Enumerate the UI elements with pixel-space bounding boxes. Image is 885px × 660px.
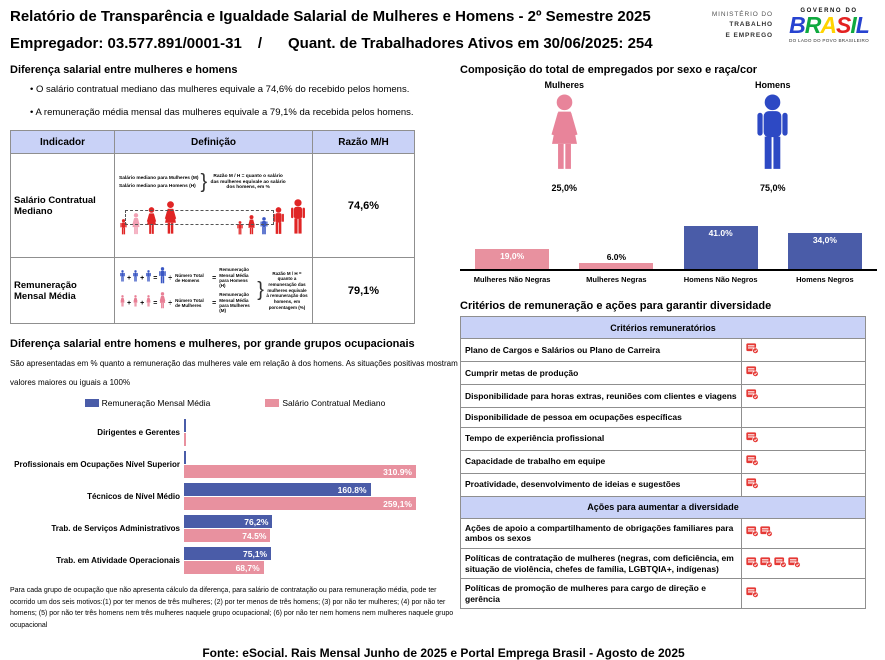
bar-value-label: 34,0% [812, 235, 837, 245]
person-icon [119, 269, 126, 287]
occupational-group-label: Trab. de Serviços Administrativos [51, 524, 180, 534]
table-row-median-salary [11, 154, 415, 258]
brasil-letter: R [804, 12, 821, 38]
criteria-label: Cumprir metas de produção [461, 362, 742, 385]
race-category-label: Homens Negros [796, 275, 854, 284]
person-icon [145, 294, 152, 312]
occupational-group-row [10, 546, 460, 575]
ratio-value-median: 74,6% [313, 154, 415, 258]
race-bar [475, 249, 549, 269]
criteria-row [461, 548, 866, 578]
race-bar [788, 233, 862, 269]
bar-value-label: 160.8% [337, 484, 367, 495]
brasil-letter: L [855, 12, 869, 38]
adopted-check-icon [774, 555, 787, 572]
occupational-group-row [10, 450, 460, 479]
bar-value-label: 6.0% [606, 252, 627, 262]
criteria-adoption-cell [742, 385, 866, 408]
col-header-indicador: Indicador [11, 131, 115, 154]
ratio-value-mean: 79,1% [313, 258, 415, 324]
brace-glyph: } [200, 171, 208, 193]
bullet-median-salary: • O salário contratual mediano das mulheres equivale a 74,6% do recebido pelos homens. [30, 84, 460, 95]
criteria-label: Capacidade de trabalho em equipe [461, 450, 742, 473]
indicator-name: Remuneração Mensal Média [11, 258, 115, 324]
adopted-check-icon [746, 341, 759, 358]
criteria-row [461, 473, 866, 496]
ratio-bar [184, 451, 186, 464]
race-bar-group [669, 207, 773, 284]
men-label: Homens [754, 80, 791, 90]
legend-label: Salário Contratual Mediano [282, 398, 386, 409]
criteria-adoption-cell [742, 427, 866, 450]
adopted-check-icon [746, 555, 759, 572]
chart-footnote: Para cada grupo de ocupação que não apresenta cálculo da diferença, para salário de contratação ou para remuneração média, pode ter ocorrido um dos seis motivos:(1) por ter menos de três mulheres; (2) por ter menos de três homens; (3) por não ter mulheres; (4) por não ter homens; (5) por não ter três homens nem três mulheres naquele grupo ocupacional; (6) por não ter nem homens nem mulheres naquele grupo ocupacional [10, 587, 454, 630]
criteria-label: Tempo de experiência profissional [461, 427, 742, 450]
actions-section-header: Ações para aumentar a diversidade [461, 496, 866, 518]
occupational-group-label: Técnicos de Nível Médio [87, 492, 180, 502]
criteria-label: Políticas de promoção de mulheres para cargo de direção e gerência [461, 579, 742, 609]
page-subtitle [10, 35, 653, 52]
occupational-group-label: Trab. em Atividade Operacionais [56, 556, 180, 566]
adopted-check-icon [760, 555, 773, 572]
diagram1-note: Razão M / H = quanto o salário das mulheres equivale ao salário dos homens, em % [210, 173, 286, 191]
criteria-label: Ações de apoio a compartilhamento de obrigações familiares para ambos os sexos [461, 518, 742, 548]
occupational-group-label: Dirigentes e Gerentes [97, 428, 180, 438]
criteria-table-body [461, 317, 866, 609]
occupational-groups-description: São apresentadas em % quanto a remuneração das mulheres vale em relação à dos homens. As situações positivas mostram valores maiores ou iguais a 100% [10, 359, 458, 388]
ministry-logo [712, 10, 773, 41]
men-pictogram-block [713, 80, 833, 193]
criteria-row [461, 450, 866, 473]
ministry-line: TRABALHO [729, 21, 773, 29]
diagram2-note: Razão M / H = quanto a remuneração das mulheres equivale à remuneração dos homens, em porcentagem (%) [266, 270, 308, 310]
col-header-definicao: Definição [115, 131, 313, 154]
race-bar [684, 226, 758, 269]
section-title-occupational-groups: Diferença salarial entre homens e mulheres, por grande grupos ocupacionais [10, 338, 415, 350]
brasil-letter: I [850, 12, 856, 38]
mean-remuneration-definition-cell [115, 258, 313, 324]
diagram2-result-women: Remuneração Mensal Média para Mulheres (M) [219, 292, 250, 314]
diagram2-women-row: + + = ÷ Número Total de Mulheres = Remuneração Mensal Média para Mulheres (M) [119, 292, 255, 314]
bar-value-label: 76,2% [244, 516, 269, 527]
criteria-label: Políticas de contratação de mulheres (negras, com deficiência, em situação de violência, chefes de família, LGBTQIA+, indígenas) [461, 548, 742, 578]
women-label: Mulheres [544, 80, 584, 90]
ratio-bar [184, 497, 416, 510]
bar-value-label: 19,0% [500, 251, 525, 261]
criteria-row [461, 362, 866, 385]
criteria-row [461, 408, 866, 428]
criteria-adoption-cell [742, 362, 866, 385]
ratio-bar [184, 561, 264, 574]
criteria-row [461, 518, 866, 548]
diagram1-label-men: Salário mediano para Homens (H) [119, 184, 196, 189]
bar-value-label: 68,7% [235, 562, 260, 573]
brace-glyph: } [257, 279, 264, 301]
women-pictogram-block [504, 80, 624, 193]
employer-id: Empregador: 03.577.891/0001-31 [10, 35, 242, 52]
bullet-mean-remuneration: • A remuneração média mensal das mulheres equivale a 79,1% da recebida pelos homens. [30, 107, 460, 118]
criteria-adoption-cell [742, 450, 866, 473]
indicators-table [10, 130, 415, 324]
report-header [10, 8, 877, 52]
criteria-label: Proatividade, desenvolvimento de ideias e sugestões [461, 473, 742, 496]
people-row-diagram [119, 198, 308, 240]
section-title-criteria: Critérios de remuneração e ações para garantir diversidade [460, 300, 772, 312]
adopted-check-icon [746, 387, 759, 404]
person-icon [158, 267, 167, 289]
race-bar-group [773, 207, 877, 284]
person-icon [132, 269, 139, 287]
legend-label: Remuneração Mensal Média [101, 398, 211, 409]
men-percent: 75,0% [759, 183, 786, 193]
header-text [10, 8, 653, 52]
median-salary-diagram [119, 171, 308, 240]
occupational-group-label: Profissionais em Ocupações Nível Superior [14, 460, 180, 470]
criteria-row [461, 385, 866, 408]
col-header-razao: Razão M/H [313, 131, 415, 154]
logo-block [712, 8, 875, 43]
sex-race-chart [460, 207, 877, 284]
ministry-line: E EMPREGO [725, 31, 773, 39]
criteria-adoption-cell [742, 518, 866, 548]
diagram1-labels [119, 173, 198, 192]
dashed-comparison-box [125, 210, 274, 225]
bar-value-label: 259,1% [383, 498, 412, 509]
brasil-wordmark [783, 14, 875, 37]
indicators-table-header-row [11, 131, 415, 154]
criteria-table [460, 316, 866, 609]
section-title-salary-gap: Diferença salarial entre mulheres e homens [10, 64, 238, 76]
section-title-composition: Composição do total de empregados por sexo e raça/cor [460, 64, 758, 76]
criteria-row [461, 579, 866, 609]
criteria-adoption-cell [742, 579, 866, 609]
adopted-check-icon [788, 555, 801, 572]
median-salary-definition-cell [115, 154, 313, 258]
women-percent: 25,0% [551, 183, 578, 193]
diagram2-men-row: + + = ÷ Número Total de Homens = Remuneração Mensal Média para Homens (H) [119, 267, 255, 289]
indicator-name: Salário Contratual Mediano [11, 154, 115, 258]
page-title: Relatório de Transparência e Igualdade Salarial de Mulheres e Homens - 2º Semestre 2025 [10, 8, 651, 25]
report-body [10, 64, 877, 632]
adopted-check-icon [746, 364, 759, 381]
brasil-letter: S [836, 12, 851, 38]
ministry-line: MINISTÉRIO DO [711, 10, 773, 18]
occupational-group-row [10, 514, 460, 543]
race-bar [579, 263, 653, 269]
occupational-group-row [10, 418, 460, 447]
person-icon [158, 292, 167, 314]
occupational-groups-chart [10, 418, 460, 575]
criteria-adoption-cell [742, 408, 866, 428]
diagram2-total-men: Número Total de Homens [175, 272, 204, 283]
race-bar-group [564, 207, 668, 284]
legend-item-mensal-media [85, 398, 211, 408]
man-icon [751, 159, 794, 176]
person-icon [145, 269, 152, 287]
criteria-section-header: Critérios remuneratórios [461, 317, 866, 339]
adopted-check-icon [746, 453, 759, 470]
source-footer: Fonte: eSocial. Rais Mensal Junho de 2025 e Portal Emprega Brasil - Agosto de 2025 [202, 645, 685, 660]
race-category-label: Homens Não Negros [683, 275, 758, 284]
criteria-adoption-cell [742, 339, 866, 362]
legend-swatch-pink [265, 399, 279, 407]
occupational-group-row [10, 482, 460, 511]
ratio-bar [184, 515, 272, 528]
race-category-label: Mulheres Não Negras [473, 275, 551, 284]
left-column [10, 64, 460, 632]
active-workers-count: Quant. de Trabalhadores Ativos em 30/06/2025: 254 [287, 35, 653, 52]
ratio-bar [184, 433, 186, 446]
ratio-bar [184, 547, 271, 560]
diagram2-result-men: Remuneração Mensal Média para Homens (H) [219, 267, 249, 289]
ratio-bar [184, 529, 270, 542]
gov-tagline: DO LADO DO POVO BRASILEIRO [788, 38, 870, 43]
adopted-check-icon [746, 476, 759, 493]
criteria-label: Disponibilidade de pessoa em ocupações específicas [461, 408, 742, 428]
subtitle-separator: / [257, 35, 262, 52]
governo-do-label: GOVERNO DO [800, 8, 858, 14]
person-icon [132, 294, 139, 312]
person-icon [288, 199, 308, 240]
adopted-check-icon [746, 585, 759, 602]
mean-remuneration-diagram [119, 264, 308, 317]
criteria-adoption-cell [742, 473, 866, 496]
legend-item-contratual-mediano [265, 398, 385, 408]
criteria-label: Disponibilidade para horas extras, reuniões com clientes e viagens [461, 385, 742, 408]
governo-do-brasil-logo [783, 8, 875, 43]
brasil-letter: B [789, 12, 805, 38]
criteria-adoption-cell [742, 548, 866, 578]
race-category-label: Mulheres Negras [586, 275, 647, 284]
right-column [460, 64, 877, 632]
adopted-check-icon [746, 524, 759, 541]
brasil-letter: A [820, 12, 837, 38]
criteria-label: Plano de Cargos e Salários ou Plano de Carreira [461, 339, 742, 362]
salary-gap-bullets [10, 84, 460, 118]
race-bar-group [460, 207, 564, 284]
ratio-bar [184, 465, 416, 478]
person-icon [119, 294, 126, 312]
bar-value-label: 75,1% [243, 548, 268, 559]
woman-icon [543, 159, 586, 176]
sex-composition-pictograms [460, 80, 877, 193]
criteria-row [461, 339, 866, 362]
ratio-bar [184, 419, 186, 432]
adopted-check-icon [746, 430, 759, 447]
adopted-check-icon [760, 524, 773, 541]
bar-value-label: 310.9% [383, 466, 412, 477]
criteria-row [461, 427, 866, 450]
diagram2-total-women: Número Total de Mulheres [175, 297, 204, 308]
bar-value-label: 74.5% [242, 530, 267, 541]
ratio-bar [184, 483, 371, 496]
bar-value-label: 41.0% [708, 228, 733, 238]
diagram1-label-women: Salário mediano para Mulheres (M) [119, 176, 199, 181]
legend-swatch-blue [85, 399, 99, 407]
table-row-mean-remuneration [11, 258, 415, 324]
chart-legend [10, 398, 460, 408]
